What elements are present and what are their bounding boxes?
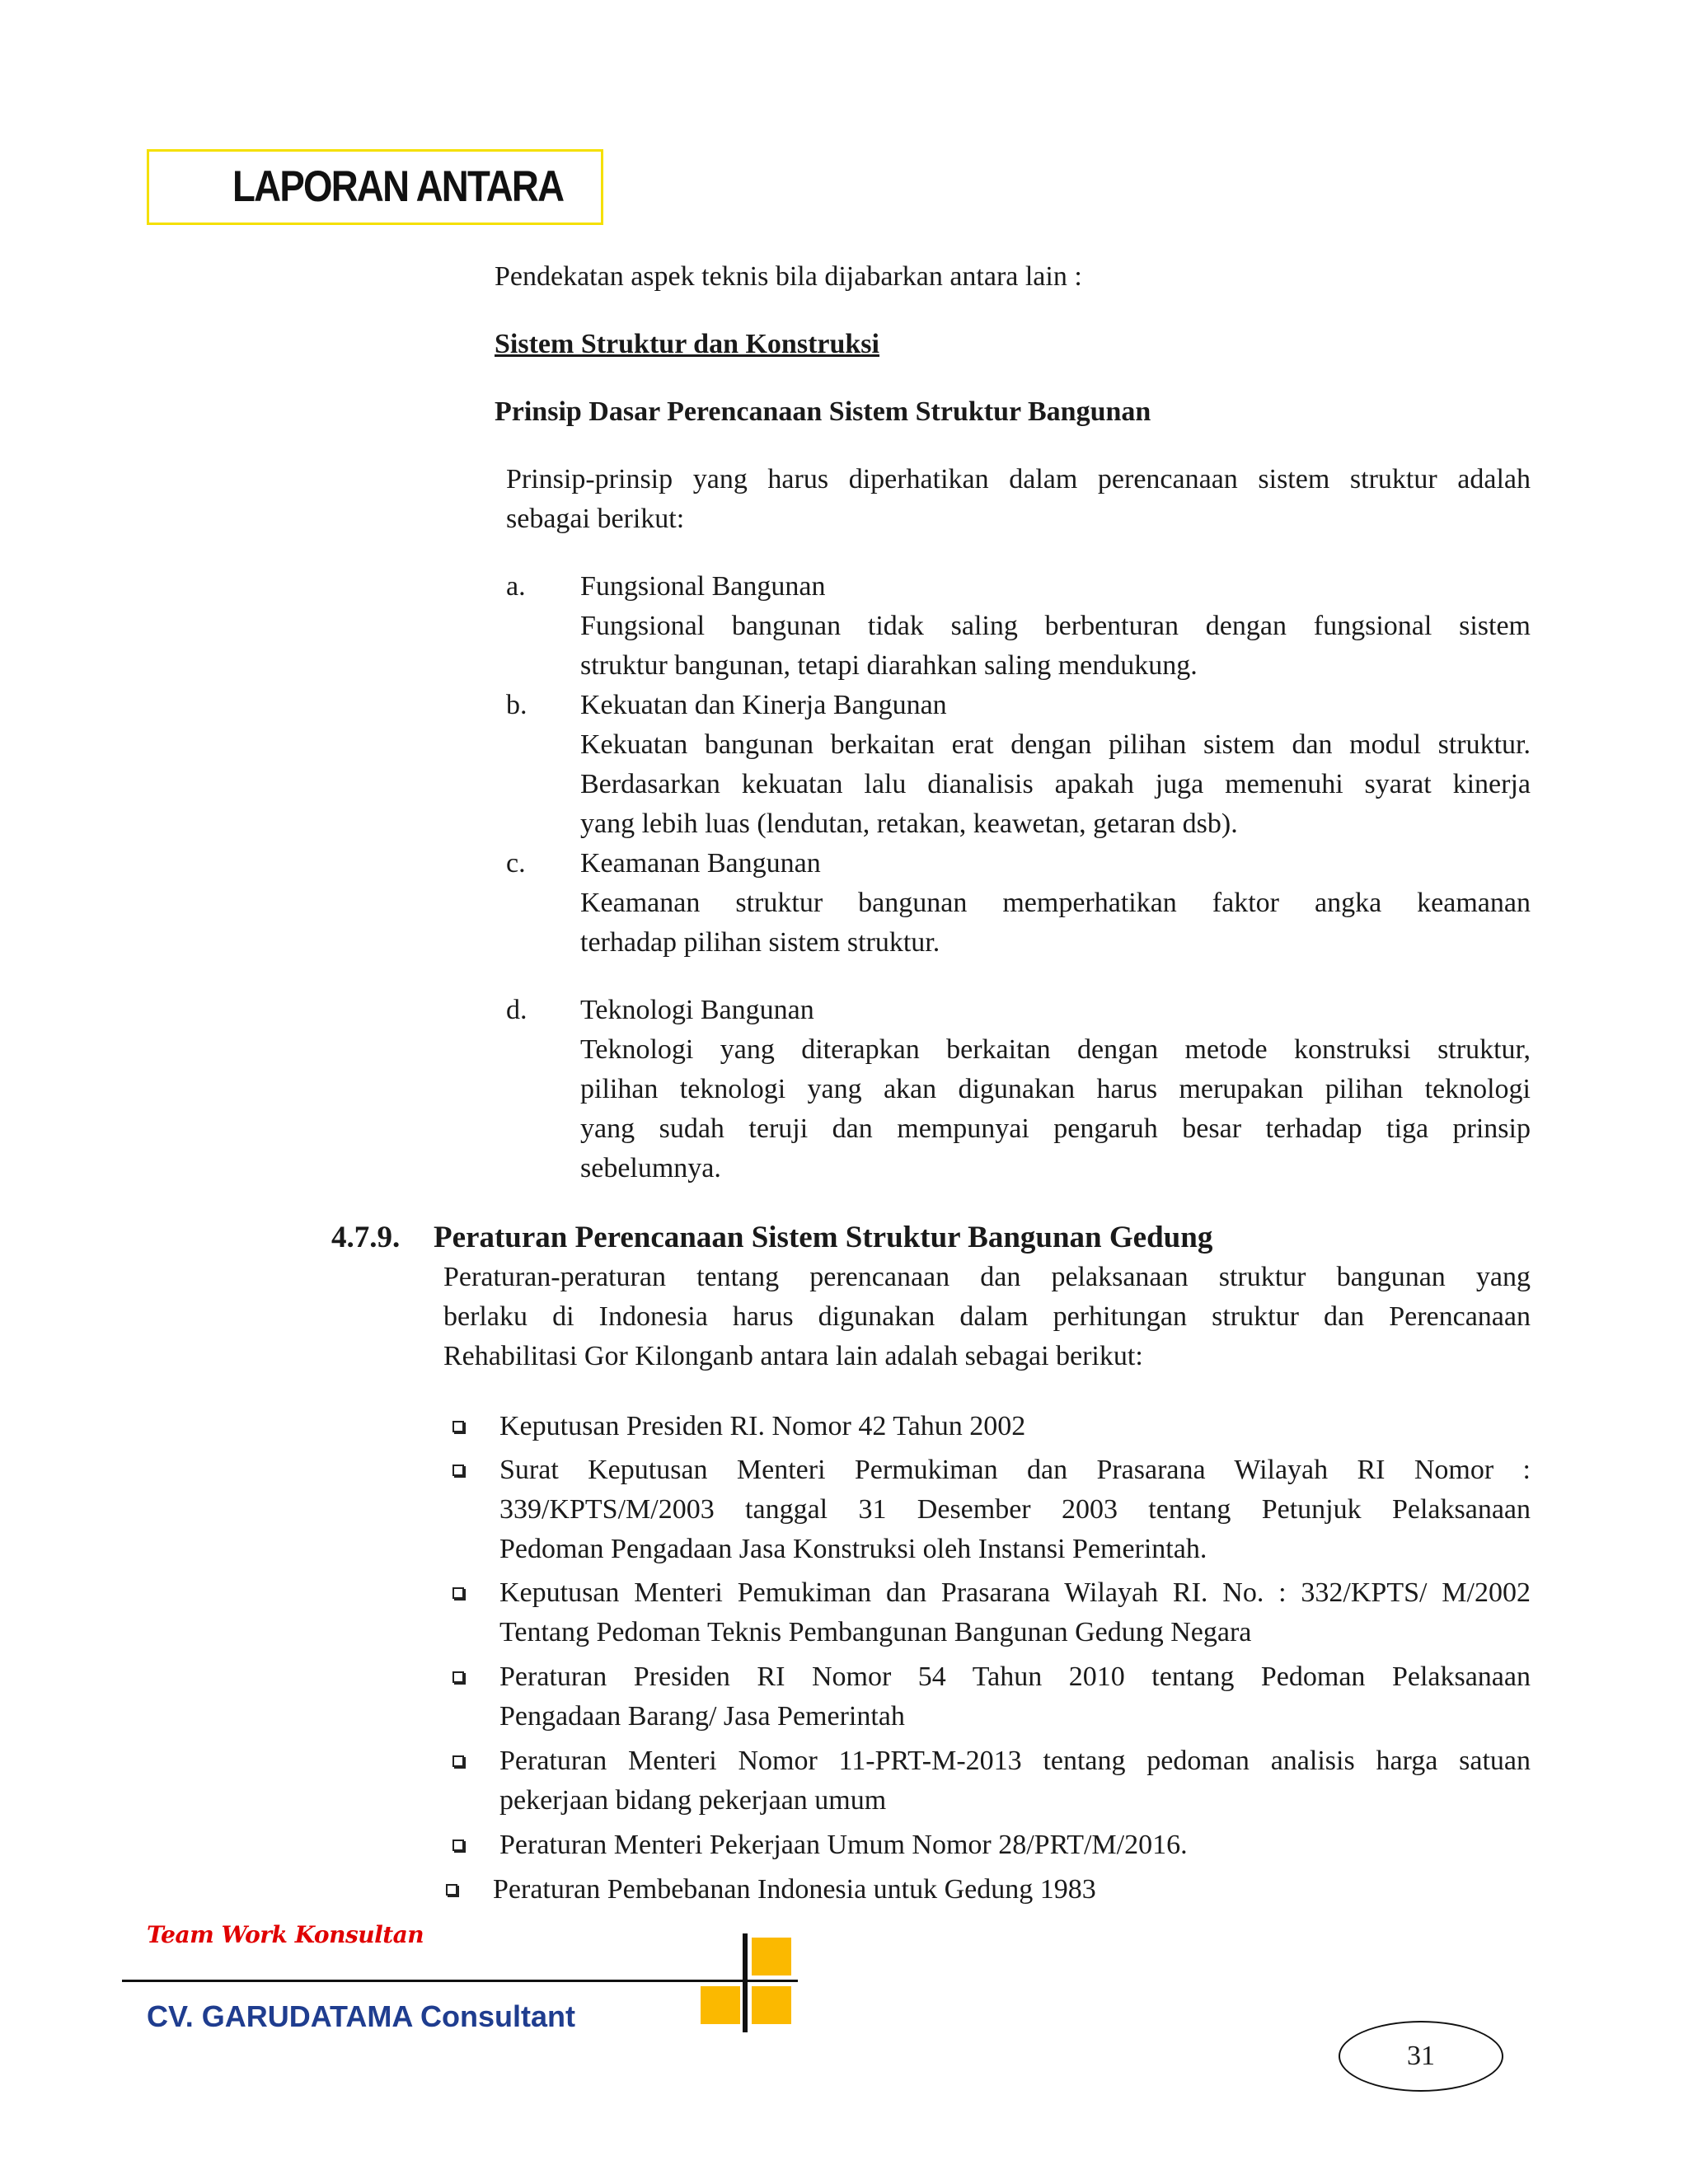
page-number: 31 (1407, 2041, 1435, 2071)
principle-text: pilihan teknologi yang akan digunakan harus merupakan pilihan teknologi (580, 1074, 1531, 1104)
checkbox-bullet-icon (446, 1884, 457, 1896)
regulation-item: Peraturan Menteri Pekerjaan Umum Nomor 28/PRT/M/2016. (499, 1830, 1188, 1860)
principle-text: Teknologi yang diterapkan berkaitan dengan metode konstruksi struktur, (580, 1034, 1531, 1065)
regulation-item: 339/KPTS/M/2003 tanggal 31 Desember 2003 tentang Petunjuk Pelaksanaan (499, 1494, 1531, 1525)
footer-divider (122, 1980, 798, 1982)
regulation-item: Keputusan Presiden RI. Nomor 42 Tahun 2002 (499, 1411, 1026, 1441)
page-title: LAPORAN ANTARA (232, 162, 564, 211)
checkbox-bullet-icon (452, 1671, 464, 1683)
checkbox-bullet-icon (452, 1755, 464, 1767)
checkbox-bullet-icon (452, 1465, 464, 1476)
regulation-item: Pengadaan Barang/ Jasa Pemerintah (499, 1701, 905, 1732)
principles-intro-line: Prinsip-prinsip yang harus diperhatikan dalam perencanaan sistem struktur adalah (506, 464, 1531, 494)
company-name: CV. GARUDATAMA Consultant (147, 1999, 575, 2033)
list-marker: b. (506, 690, 528, 720)
checkbox-bullet-icon (452, 1421, 464, 1432)
section-intro-line: Peraturan-peraturan tentang perencanaan dan pelaksanaan struktur bangunan yang (443, 1262, 1531, 1292)
checkbox-bullet-icon (452, 1587, 464, 1599)
section-intro-line: Rehabilitasi Gor Kilonganb antara lain adalah sebagai berikut: (443, 1341, 1143, 1371)
regulation-item: Keputusan Menteri Pemukiman dan Prasarana Wilayah RI. No. : 332/KPTS/ M/2002 (499, 1577, 1531, 1608)
principle-text: yang lebih luas (lendutan, retakan, keawetan, getaran dsb). (580, 808, 1238, 839)
section-number: 4.7.9. (331, 1221, 401, 1254)
regulation-item: Surat Keputusan Menteri Permukiman dan Prasarana Wilayah RI Nomor : (499, 1455, 1531, 1485)
principle-title: Fungsional Bangunan (580, 571, 826, 602)
principle-text: struktur bangunan, tetapi diarahkan saling mendukung. (580, 650, 1198, 681)
principle-title: Teknologi Bangunan (580, 995, 814, 1025)
regulation-item: Peraturan Presiden RI Nomor 54 Tahun 2010 tentang Pedoman Pelaksanaan (499, 1661, 1531, 1692)
regulation-item: Tentang Pedoman Teknis Pembangunan Bangunan Gedung Negara (499, 1617, 1252, 1647)
section-heading: Sistem Struktur dan Konstruksi (495, 329, 879, 359)
principle-title: Kekuatan dan Kinerja Bangunan (580, 690, 947, 720)
principle-text: Keamanan struktur bangunan memperhatikan faktor angka keamanan (580, 888, 1531, 918)
principles-intro-line: sebagai berikut: (506, 504, 685, 534)
intro-text: Pendekatan aspek teknis bila dijabarkan antara lain : (495, 261, 1082, 292)
principle-text: sebelumnya. (580, 1153, 721, 1183)
team-work-label: Team Work Konsultan (147, 1921, 424, 1948)
logo-square (752, 1938, 791, 1975)
regulation-item: Peraturan Menteri Nomor 11-PRT-M-2013 tentang pedoman analisis harga satuan (499, 1746, 1531, 1776)
section-intro-line: berlaku di Indonesia harus digunakan dalam perhitungan struktur dan Perencanaan (443, 1301, 1531, 1332)
regulation-item: pekerjaan bidang pekerjaan umum (499, 1785, 887, 1816)
principle-text: terhadap pilihan sistem struktur. (580, 927, 940, 958)
logo-bar (743, 1933, 748, 2032)
logo-square (701, 1986, 740, 2024)
checkbox-bullet-icon (452, 1840, 464, 1851)
regulation-item: Peraturan Pembebanan Indonesia untuk Gedung 1983 (493, 1874, 1096, 1905)
logo-square (752, 1986, 791, 2024)
subheading: Prinsip Dasar Perencanaan Sistem Struktur Bangunan (495, 396, 1151, 427)
principle-text: Fungsional bangunan tidak saling berbenturan dengan fungsional sistem (580, 611, 1531, 641)
principle-text: Kekuatan bangunan berkaitan erat dengan pilihan sistem dan modul struktur. (580, 729, 1531, 760)
principle-title: Keamanan Bangunan (580, 848, 821, 879)
section-title: Peraturan Perencanaan Sistem Struktur Bangunan Gedung (434, 1221, 1213, 1254)
page-number-oval (1339, 2021, 1503, 2092)
principle-text: Berdasarkan kekuatan lalu dianalisis apakah juga memenuhi syarat kinerja (580, 769, 1531, 799)
regulation-item: Pedoman Pengadaan Jasa Konstruksi oleh Instansi Pemerintah. (499, 1534, 1207, 1564)
principle-text: yang sudah teruji dan mempunyai pengaruh besar terhadap tiga prinsip (580, 1113, 1531, 1144)
list-marker: a. (506, 571, 526, 602)
list-marker: c. (506, 848, 526, 879)
list-marker: d. (506, 995, 528, 1025)
